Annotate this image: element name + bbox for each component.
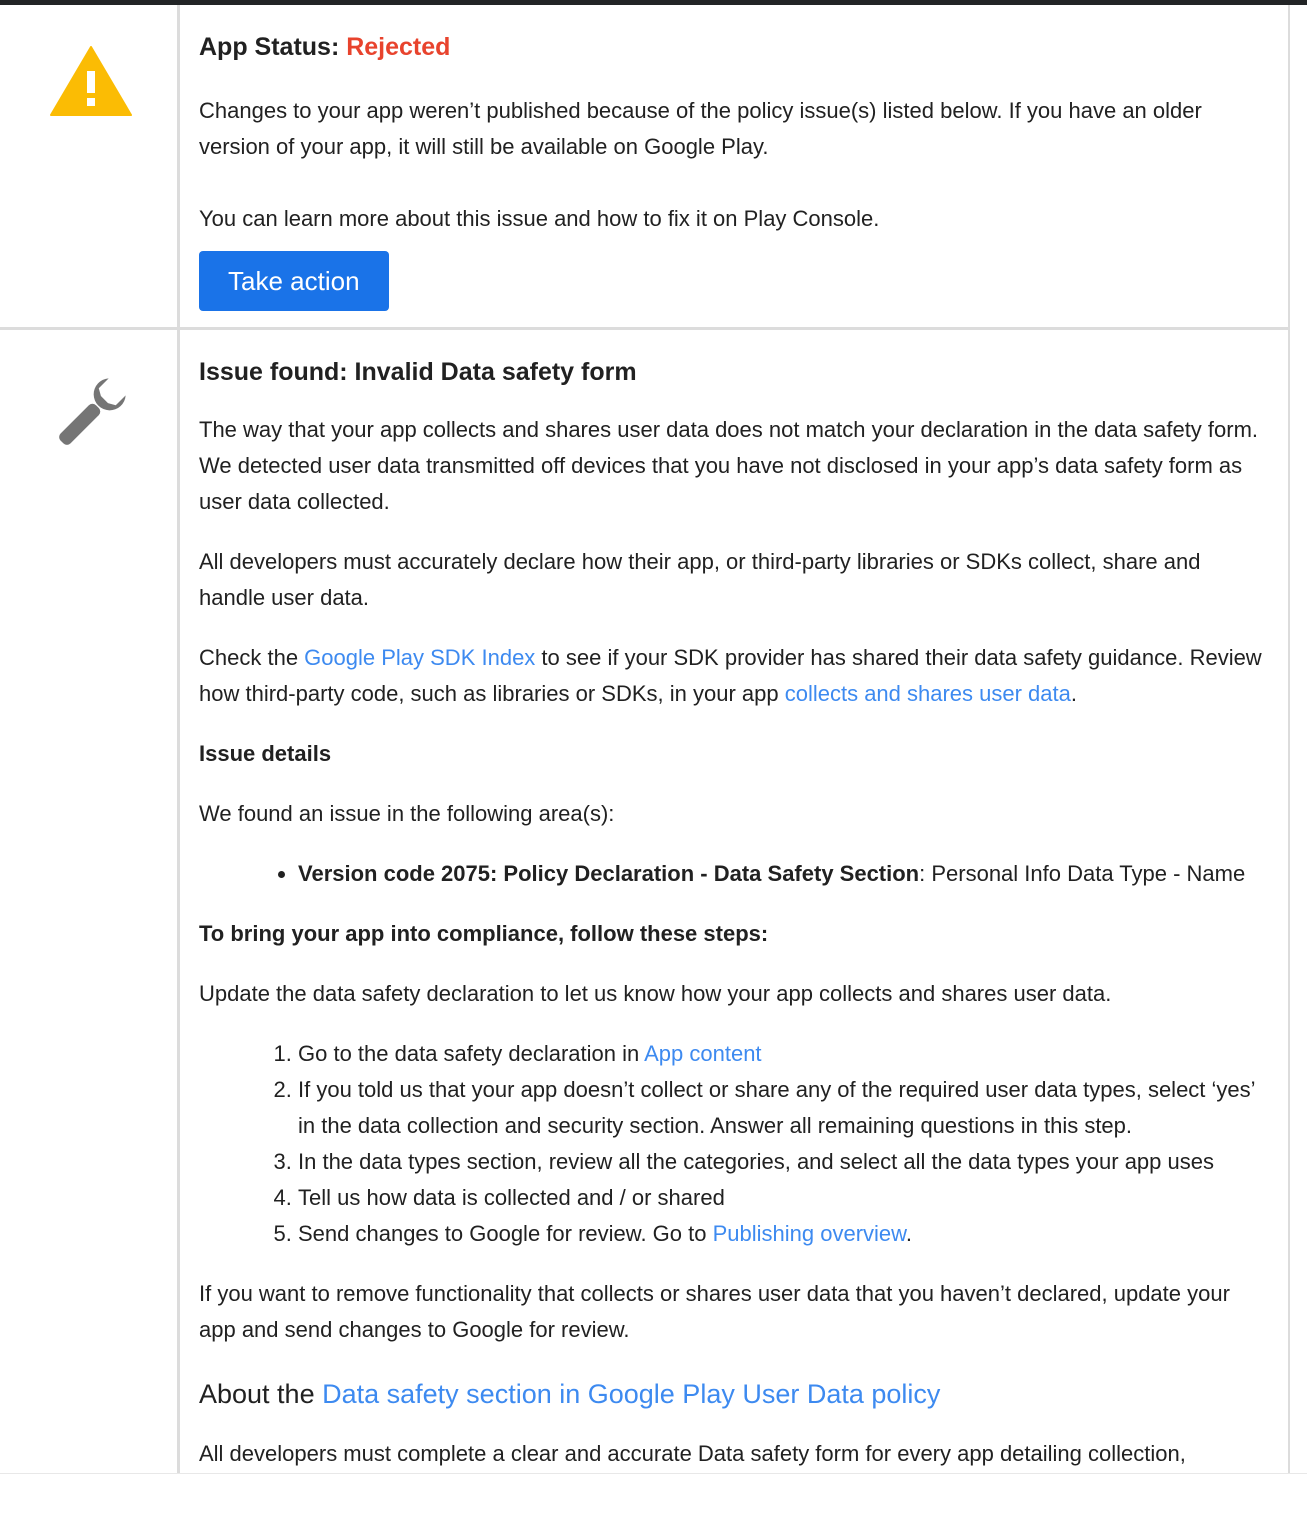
issue-details-heading: Issue details xyxy=(199,741,332,766)
learn-more-text: You can learn more about this issue and how to fix it on Play Console. xyxy=(199,206,880,231)
issue-paragraph-2: All developers must accurately declare how their app, or third-party libraries or SDKs collect, share and handle user data. xyxy=(199,549,1201,610)
version-code-label: Version code 2075: Policy Declaration - Data Safety Section xyxy=(298,861,920,886)
remove-functionality-text: If you want to remove functionality that collects or shares user data that you haven’t declared, update your app and send changes to Google for review. xyxy=(199,1281,1230,1342)
status-message: Changes to your app weren’t published because of the policy issue(s) listed below. If you have an older version of your app, it will still be available on Google Play. xyxy=(199,98,1202,159)
step-4: 4. Tell us how data is collected and / or shared xyxy=(298,1180,1268,1216)
issue-section xyxy=(0,330,1288,1473)
para3-text-a: Check the xyxy=(199,645,305,670)
steps-list xyxy=(199,1036,1268,1252)
email-body xyxy=(0,5,1290,1473)
issue-details-intro: We found an issue in the following area(s): xyxy=(199,801,615,826)
status-content xyxy=(180,5,1288,327)
publishing-overview-link[interactable]: Publishing overview xyxy=(712,1221,906,1246)
sdk-index-link[interactable]: Google Play SDK Index xyxy=(304,645,536,670)
step-2: 2. If you told us that your app doesn’t collect or share any of the required user data types, select ‘yes’ in the data collection and security section. Answer all remaining questions in this step. xyxy=(298,1072,1268,1144)
warning-icon xyxy=(50,45,132,117)
status-icon-column xyxy=(0,5,180,327)
about-prefix: About the xyxy=(199,1379,323,1409)
status-title xyxy=(199,5,1268,63)
app-content-link[interactable]: App content xyxy=(644,1041,762,1066)
issue-paragraph-3 xyxy=(199,640,1268,712)
issue-details-list xyxy=(199,856,1268,892)
status-badge: Rejected xyxy=(346,33,451,61)
bottom-divider xyxy=(0,1473,1307,1474)
wrench-icon xyxy=(48,370,134,456)
step-1-text: Go to the data safety declaration in xyxy=(298,1041,645,1066)
status-title-prefix: App Status: xyxy=(199,33,347,61)
step-5-end: . xyxy=(905,1221,912,1246)
steps-heading: To bring your app into compliance, follow these steps: xyxy=(199,921,769,946)
take-action-button[interactable]: Take action xyxy=(199,251,389,311)
para3-text-b: to see if your SDK provider has shared their data safety guidance. Review how third-party code, such as libraries or SDKs, in your app xyxy=(199,645,1262,706)
final-paragraph: All developers must complete a clear and accurate Data safety form for every app detailing collection, xyxy=(199,1441,1186,1466)
para3-text-c: . xyxy=(1070,681,1078,706)
issue-paragraph-1: The way that your app collects and shares user data does not match your declaration in the data safety form. We detected user data transmitted off devices that you have not disclosed in your app’s data safety form as user data collected. xyxy=(199,417,1259,514)
steps-intro: Update the data safety declaration to let us know how your app collects and shares user data. xyxy=(199,981,1112,1006)
issue-title: Issue found: Invalid Data safety form xyxy=(199,358,637,386)
step-5-text: Send changes to Google for review. Go to xyxy=(298,1221,713,1246)
about-heading xyxy=(199,1376,1268,1412)
step-3: 3. In the data types section, review all the categories, and select all the data types your app uses xyxy=(298,1144,1268,1180)
version-code-detail: : Personal Info Data Type - Name xyxy=(919,861,1246,886)
issue-content xyxy=(180,330,1288,1473)
status-section xyxy=(0,5,1288,330)
collects-shares-link[interactable]: collects and shares user data xyxy=(784,681,1071,706)
issue-icon-column xyxy=(0,330,180,1473)
step-1 xyxy=(298,1036,1268,1072)
list-item xyxy=(298,856,1268,892)
data-safety-policy-link[interactable]: Data safety section in Google Play User Data policy xyxy=(322,1379,941,1409)
step-5 xyxy=(298,1216,1268,1252)
